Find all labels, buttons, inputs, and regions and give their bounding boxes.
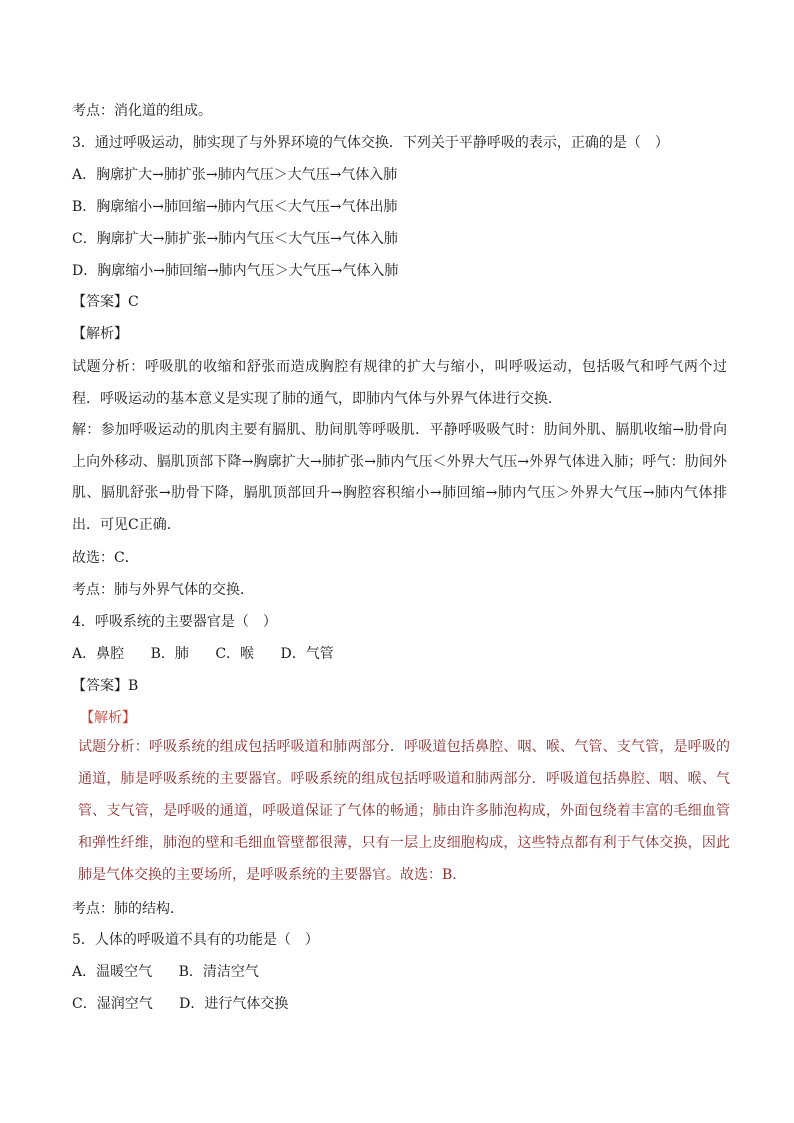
q4-option-c: C．喉 [215, 646, 255, 662]
q4-analysis-text: 试题分析：呼吸系统的组成包括呼吸道和肺两部分．呼吸道包括鼻腔、咽、喉、气管、支气管，是呼吸的通道，肺是呼吸系统的主要器官。呼吸系统的组成包括呼吸道和肺两部分．呼吸道包括鼻腔、咽、喉、气管、支气管，是呼吸的通道，呼吸道保证了气体的畅通；肺由许多肺泡构成，外面包绕着丰富的毛细血管和弹性纤维，肺泡的壁和毛细血管壁都很薄，只有一层上皮细胞构成，这些特点都有利于气体交换，因此肺是气体交换的主要场所，是呼吸系统的主要器官。故选：B． [78, 739, 730, 883]
q4-point: 考点：肺的结构． [72, 901, 184, 917]
q4-option-d: D．气管 [280, 646, 334, 662]
q3-point: 考点：肺与外界气体的交换． [72, 582, 254, 598]
q5-question: 5．人体的呼吸道不具有的功能是（ ） [72, 932, 319, 948]
q4-option-b: B．肺 [150, 646, 189, 662]
q2-point: 考点：消化道的组成。 [72, 103, 212, 119]
q3-analysis-label: 【解析】 [72, 326, 128, 342]
q3-answer: 【答案】C [72, 294, 139, 310]
q3-analysis-text-1: 试题分析：呼吸肌的收缩和舒张而造成胸腔有规律的扩大与缩小，叫呼吸运动，包括吸气和呼气两个过程．呼吸运动的基本意义是实现了肺的通气，即肺内气体与外界气体进行交换． [72, 359, 727, 407]
q4-option-a: A．鼻腔 [72, 646, 125, 662]
q3-question: 3．通过呼吸运动，肺实现了与外界环境的气体交换．下列关于平静呼吸的表示，正确的是（ ） [72, 135, 669, 151]
q4-analysis-label: 【解析】 [80, 710, 136, 726]
q5-option-d: D．进行气体交换 [179, 996, 289, 1012]
q4-options [72, 644, 334, 664]
q3-choose: 故选：C． [72, 550, 139, 566]
q3-option-b: B．胸廓缩小→肺回缩→肺内气压＜大气压→气体出肺 [72, 199, 398, 215]
q5-option-b: B．清洁空气 [178, 964, 259, 980]
q5-options-row-1 [72, 962, 259, 982]
q3-option-c: C．胸廓扩大→肺扩张→肺内气压＜大气压→气体入肺 [72, 231, 398, 247]
q4-answer: 【答案】B [72, 678, 139, 694]
q3-analysis-text-2: 解：参加呼吸运动的肌肉主要有膈肌、肋间肌等呼吸肌．平静呼吸吸气时：肋间外肌、膈肌收缩→肋骨向上向外移动、膈肌顶部下降→胸廓扩大→肺扩张→肺内气压＜外界大气压→外界气体进入肺；呼气：肋间外肌、膈肌舒张→肋骨下降，膈肌顶部回升→胸腔容积缩小→肺回缩→肺内气压＞外界大气压→肺内气体排出．可见C正确． [72, 422, 727, 533]
q3-option-d: D．胸廓缩小→肺回缩→肺内气压＞大气压→气体入肺 [72, 263, 399, 279]
q5-options-row-2 [72, 994, 288, 1014]
q3-option-a: A．胸廓扩大→肺扩张→肺内气压＞大气压→气体入肺 [72, 167, 398, 183]
q5-option-a: A．温暖空气 [72, 964, 153, 980]
q4-question: 4．呼吸系统的主要器官是（ ） [72, 614, 277, 630]
q5-option-c: C．湿润空气 [72, 996, 153, 1012]
